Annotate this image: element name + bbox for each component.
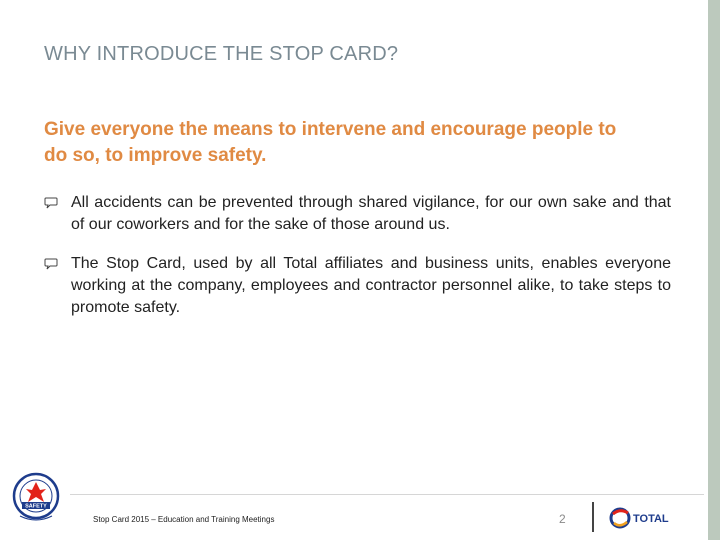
- bullet-item: [44, 253, 671, 319]
- page-number: 2: [559, 512, 566, 526]
- bullet-text: The Stop Card, used by all Total affiliates and business units, enables everyone working at the company, employees and contractor personnel alike, to take steps to promote safety.: [71, 255, 671, 316]
- right-accent-bar: [708, 0, 720, 540]
- bullet-text: All accidents can be prevented through shared vigilance, for our own sake and that of our coworkers and for the sake of those around us.: [71, 194, 671, 233]
- total-logo-text: TOTAL: [633, 513, 669, 525]
- total-logo-icon: [608, 505, 682, 531]
- slide-subtitle: Give everyone the means to intervene and encourage people to do so, to improve safety.: [44, 119, 617, 166]
- safety-seal-icon: [12, 472, 60, 524]
- bullet-item: [44, 192, 671, 236]
- footer-divider-line: [70, 494, 704, 495]
- speech-bubble-icon: [44, 197, 58, 209]
- footer-text: Stop Card 2015 – Education and Training Meetings: [93, 515, 275, 524]
- safety-seal-label: SAFETY: [25, 503, 47, 510]
- footer-vertical-divider: [592, 502, 594, 532]
- speech-bubble-icon: [44, 258, 58, 270]
- slide-title: WHY INTRODUCE THE STOP CARD?: [44, 43, 399, 65]
